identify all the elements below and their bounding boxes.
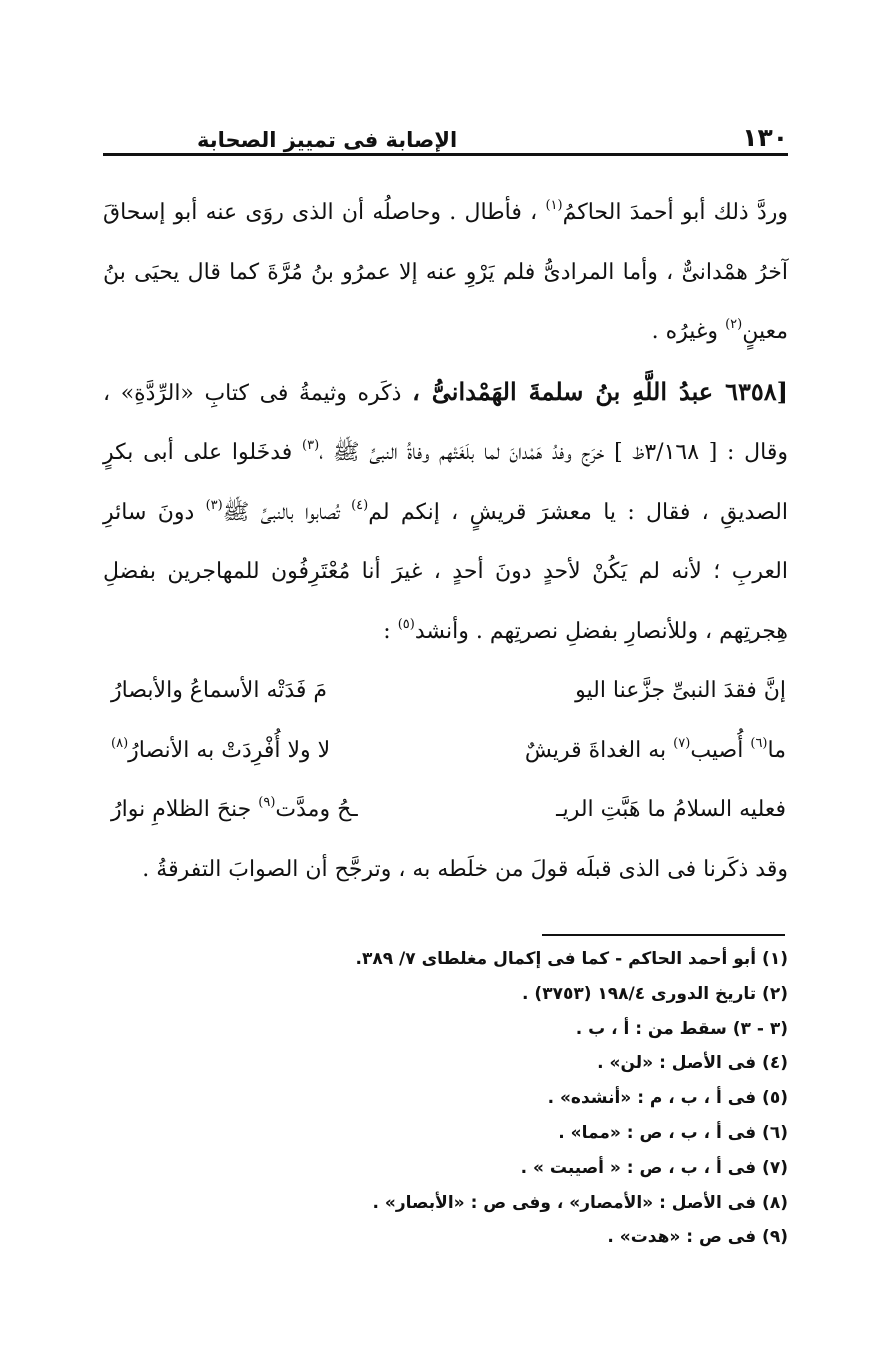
footnote-ref-3: (٣) bbox=[302, 438, 320, 453]
poem bbox=[103, 661, 788, 840]
footnote-5: (٥) فى أ ، ب ، م : «أنشده» . bbox=[547, 1088, 788, 1109]
footnotes bbox=[103, 942, 788, 1255]
footnote-1: (١) أبو أحمد الحاكم - كما فى إكمال مغلطاى ٧/ ٣٨٩. bbox=[355, 949, 788, 969]
footnote-6: (٦) فى أ ، ب ، ص : «مما» . bbox=[558, 1122, 788, 1143]
footnote-ref-1: (١) bbox=[545, 198, 563, 213]
footnote-ref-8: (٨) bbox=[111, 735, 129, 751]
footnote-separator bbox=[542, 934, 785, 936]
verse-1 bbox=[103, 661, 788, 721]
running-title: الإصابة فى تمييز الصحابة bbox=[197, 128, 458, 152]
verse-1-second-hemistich: مَ فَدَتْه الأسماعُ والأبصارُ bbox=[111, 678, 328, 703]
paragraph-1: وردَّ ذلك أبو أحمدَ الحاكمُ$^{(١)}$ ، فأطال . وحاصلُه أن الذى روَى عنه أبو إسحاقَ آخرُ همْدانىٌّ ، وأما المرادىُّ فلم يَرْوِ عنه إلا عمرُو بنُ مُرَّةَ كما قال يحيَى بنُ معينٍ$^{(٢)}$ وغيرُه . bbox=[103, 198, 788, 344]
paragraph-3: وقد ذكَرنا فى الذى قبلَه قولَ من خلَطه به ، وترجَّح أن الصوابَ التفرقةُ . bbox=[142, 856, 788, 882]
page-header bbox=[103, 112, 788, 152]
footnote-ref-4: (٤) bbox=[351, 497, 369, 513]
verse-1-first-hemistich: إنَّ فقدَ النبىِّ جزَّعنا اليو bbox=[575, 678, 786, 703]
header-rule bbox=[103, 153, 788, 156]
main-text bbox=[103, 183, 788, 899]
paragraph-2: [٦٣٥٨ عبدُ اللَّهِ بنُ سلمةَ الهَمْدانىُّ ، ذكَره وثيمةُ فى كتابِ «الرِّدَّةِ» ، وقال : [ ٣/١٦٨ظ ] خرَج وفدُ هَمْدانَ لما بلَغَتْهم وفاةُ النبىِّ ﷺ ،$^{(٣)}$ فدخَلوا على أبى بكرٍ الصديقِ ، فقال : يا معشرَ قريشٍ ، إنكم لم$^{(٤)}$ تُصابوا بالنبىِّ ﷺ$^{(٣)}$ دونَ سائرِ العربِ ؛ لأنه لم يَكُنْ لأحدٍ دونَ أحدٍ ، غيرَ أنا مُعْتَرِفُون للمهاجرين بفضلِ هِجرتِهم ، وللأنصارِ بفضلِ نصرتِهم . وأنشد$^{(٥)}$ : bbox=[103, 376, 788, 644]
verse-2 bbox=[103, 721, 788, 781]
footnote-ref-2: (٢) bbox=[725, 317, 743, 332]
entry-heading: [٦٣٥٨ عبدُ اللَّهِ بنُ سلمةَ الهَمْدانىُّ ، bbox=[412, 376, 788, 406]
verse-2-first-hemistich: ما$^{(٦)}$ أُصيب$^{(٧)}$ به الغداةَ قريشٌ bbox=[524, 735, 786, 763]
footnote-4: (٤) فى الأصل : «لن» . bbox=[597, 1053, 788, 1074]
page-number: ١٣٠ bbox=[742, 123, 788, 152]
verse-3-second-hemistich: ـحُ ومدَّت$^{(٩)}$ جنحَ الظلامِ نوارُ bbox=[111, 795, 358, 822]
verse-2-second-hemistich: لا ولا أُفْرِدَتْ به الأنصارُ$^{(٨)}$ bbox=[111, 735, 331, 763]
footnote-ref-5: (٥) bbox=[397, 616, 415, 632]
footnote-8: (٨) فى الأصل : «الأمصار» ، وفى ص : «الأبصار» . bbox=[372, 1192, 788, 1213]
footnote-ref-9: (٩) bbox=[258, 795, 276, 810]
footnote-ref-3b: (٣) bbox=[205, 497, 223, 513]
footnote-3: (٣ - ٣) سقط من : أ ، ب . bbox=[575, 1018, 788, 1039]
footnote-2: (٢) تاريخ الدورى ١٩٨/٤ (٣٧٥٣) . bbox=[522, 983, 788, 1004]
footnote-9: (٩) فى ص : «هدت» . bbox=[607, 1227, 788, 1248]
footnote-7: (٧) فى أ ، ب ، ص : « أصيبت » . bbox=[520, 1157, 788, 1178]
footnote-ref-7: (٧) bbox=[673, 735, 691, 751]
footnote-ref-6: (٦) bbox=[750, 735, 768, 751]
verse-3-first-hemistich: فعليه السلامُ ما هَبَّتِ الريـ bbox=[556, 797, 786, 822]
verse-3 bbox=[103, 780, 788, 840]
